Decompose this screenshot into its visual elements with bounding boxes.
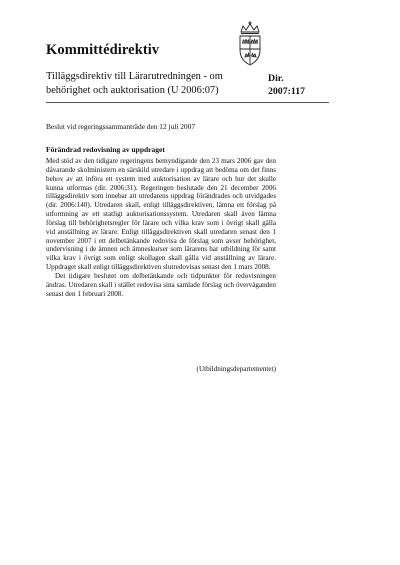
state-crest-icon (233, 20, 267, 70)
header-divider (46, 102, 329, 103)
document-type: Kommittédirektiv (46, 42, 160, 58)
body-paragraph: Med stöd av den tidigare regeringens bemyndigande den 23 mars 2006 gav den dåvarande skolministern en särskild utredare i uppdrag att bedöma om det finns behov av att införa ett system med auktorisation av lärare och hur det skulle kunna utformas (dir. 2006:31). Regeringen beslutade den 21 december 2006 tilläggsdirektiv som innebar att utredarens uppdrag förändrades och utvidgades (dir. 2006:140). Utredaren skall, enligt tilläggsdirektiven, lämna ett förslag på utformning av ett statligt auktorisationssystem. Utredaren skall även lämna förslag till behörighetsregler för lärare och vilka krav som i övrigt skall gälla vid anställning av lärare. Enligt tilläggsdirektiven skall utredaren senast den 1 november 2007 i ett delbetänkande redovisa de förslag som avser behörighet, undervisning i de ämnen och ämneskurser som lärarens har utbildning för samt vilka krav i övrigt som enligt skollagen skall gälla vid anställning av lärare. Uppdraget skall enligt tilläggsdirektiven slutredovisas senast den 1 mars 2008. (46, 157, 276, 272)
body-paragraph: Det tidigare beslutet om delbetänkande och tidpunkter för redovisningen ändras. Utredaren skall i stället redovisa sina samlade förslag och överväganden senast den 1 februari 2008. (46, 271, 276, 298)
directive-title: Tilläggsdirektiv till Lärarutredningen - om behörighet och auktorisation (U 2006:07) (46, 71, 223, 96)
section-body (46, 157, 276, 299)
directive-number-block (268, 72, 305, 98)
section-heading: Förändrad redovisning av uppdraget (46, 145, 165, 154)
department-signature: (Utbildningsdepartementet) (196, 365, 276, 373)
directive-label: Dir. (268, 73, 284, 84)
decision-date: Beslut vid regeringssammanträde den 12 juli 2007 (46, 122, 196, 131)
directive-number: 2007:117 (268, 86, 306, 97)
